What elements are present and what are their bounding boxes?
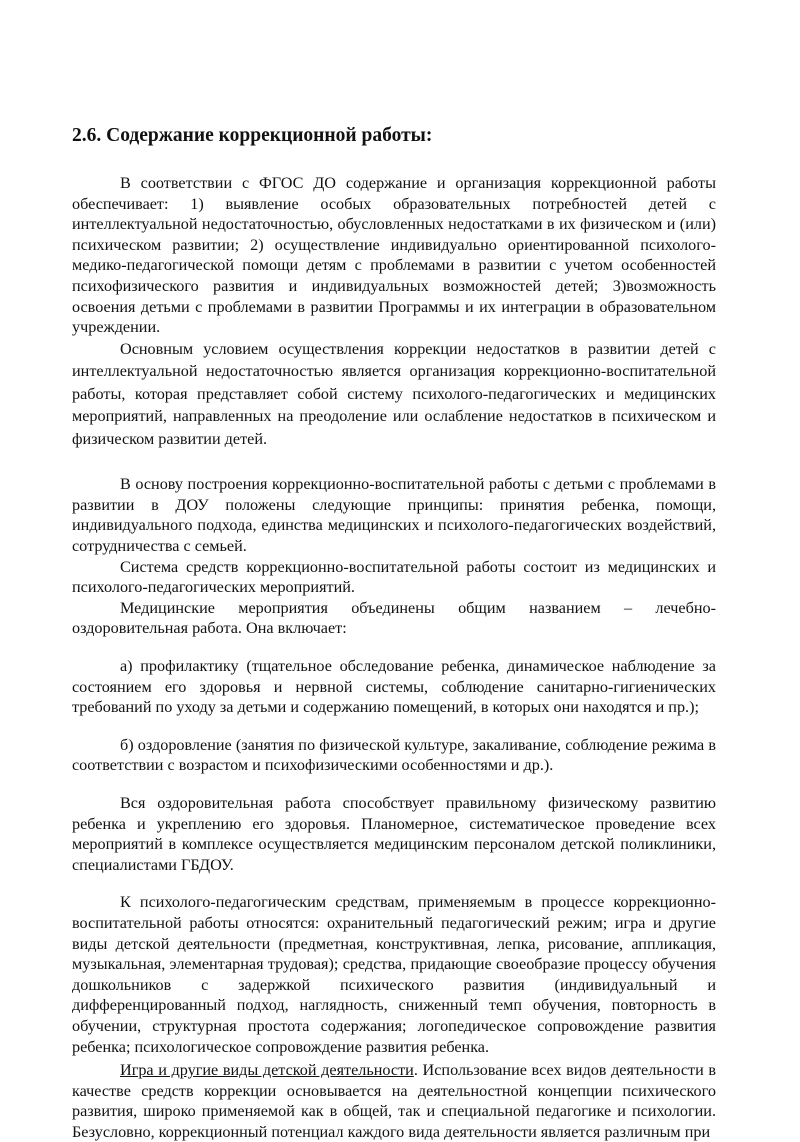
paragraph-medical-measures: Медицинские мероприятия объединены общим названием – лечебно-оздоровительная работа. Она включает: xyxy=(72,598,716,638)
document-body xyxy=(72,124,716,1142)
paragraph-fgos: В соответствии с ФГОС ДО содержание и организация коррекционной работы обеспечивает: 1) выявление особых образовательных потребностей детей с интеллектуальной недостаточностью, обусловленных недостатками в их физическом и (или) психическом развитии; 2) осуществление индивидуально ориентированной психолого-медико-педагогической помощи детям с проблемами в развитии с учетом особенностей психофизического развития и индивидуальных возможностей детей; 3)возможность освоения детьми с проблемами в развитии Программы и их интеграции в образовательном учреждении. xyxy=(72,174,716,337)
underlined-term: Игра и другие виды детской деятельности xyxy=(120,1061,414,1080)
paragraph-health-improvement: б) оздоровление (занятия по физической культуре, закаливание, соблюдение режима в соответствии с возрастом и психофизическими особенностями и др.). xyxy=(72,735,716,775)
paragraph-prevention: а) профилактику (тщательное обследование ребенка, динамическое наблюдение за состоянием его здоровья и нервной системы, соблюдение санитарно-гигиенических требований по уходу за детьми и содержанию помещений, в которых они находятся и пр.); xyxy=(72,657,716,717)
paragraph-play-activities-text: . Использование всех видов деятельности в качестве средств коррекции основывается на деятельностной концепции психического развития, широко применяемой как в общей, так и специальной педагогике и психологии. Безусловно, коррекционный потенциал каждого вида деятельности является различным при xyxy=(72,1061,717,1141)
paragraph-psych-pedagogical-means: К психолого-педагогическим средствам, применяемым в процессе коррекционно-воспитательной работы относятся: охранительный педагогический режим; игра и другие виды детской деятельности (предметная, конструктивная, лепка, рисование, аппликация, музыкальная, элементарная трудовая); средства, придающие своеобразие процессу обучения дошкольников с задержкой психического развития (индивидуальный и дифференцированный подход, наглядность, сниженный темп обучения, повторность в обучении, структурная простота содержания; логопедическое сопровождение развития ребенка; психологическое сопровождение развития ребенка. xyxy=(72,893,716,1056)
paragraph-health-work: Вся оздоровительная работа способствует правильному физическому развитию ребенка и укреплению его здоровья. Планомерное, систематическое проведение всех мероприятий в комплексе осуществляется медицинским персоналом детской поликлиники, специалистами ГБДОУ. xyxy=(72,793,716,874)
paragraph-main-condition: Основным условием осуществления коррекции недостатков в развитии детей с интеллектуальной недостаточностью является организация коррекционно-воспитательной работы, которая представляет собой систему психолого-педагогических и медицинских мероприятий, направленных на преодоление или ослабление недостатков в психическом и физическом развитии детей. xyxy=(72,339,716,448)
paragraph-system-of-means: Система средств коррекционно-воспитательной работы состоит из медицинских и психолого-педагогических мероприятий. xyxy=(72,557,716,597)
section-heading: 2.6. Содержание коррекционной работы: xyxy=(72,125,433,146)
paragraph-play-activities xyxy=(72,1060,716,1142)
paragraph-principles: В основу построения коррекционно-воспитательной работы с детьми с проблемами в развитии в ДОУ положены следующие принципы: принятия ребенка, помощи, индивидуального подхода, единства медицинских и психолого-педагогических воздействий, сотрудничества с семьей. xyxy=(72,475,716,556)
